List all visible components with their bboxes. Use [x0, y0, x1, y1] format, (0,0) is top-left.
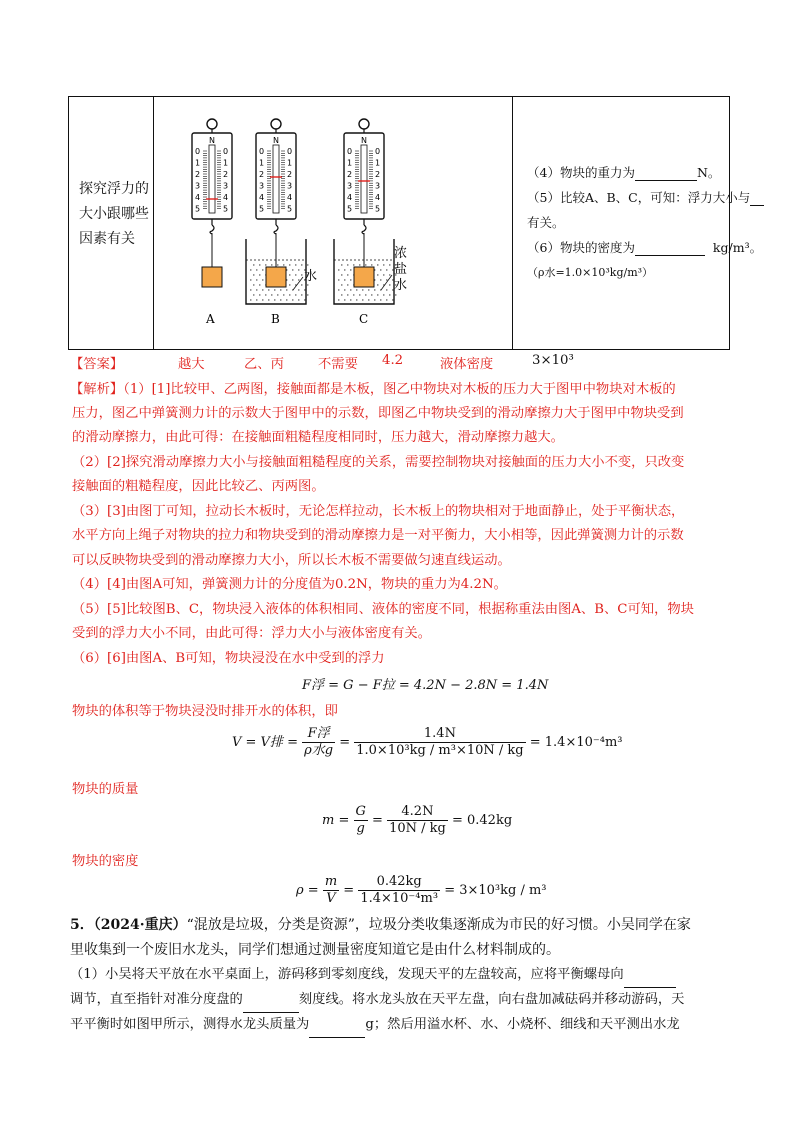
answer-6: 3×10³: [532, 353, 574, 368]
analysis-line-4: （2）[2]探究滑动摩擦力大小与接触面粗糙程度的关系，需要控制物块对接触面的压力大小不变，只改变: [72, 455, 685, 470]
question-4: （4）物块的重力为 N。: [527, 165, 721, 180]
problem5-line-3: （1）小吴将天平放在水平桌面上，游码移到零刻度线，发现天平的左盘较高，应将平衡螺母向: [70, 963, 676, 988]
analysis-line-9: （4）[4]由图A可知，弹簧测力计的分度值为0.2N，物块的重力为4.2N。: [72, 577, 507, 592]
scale-digit-left: 0: [259, 147, 265, 156]
question-5b: 有关。: [527, 215, 565, 230]
scale-digit-right: 4: [375, 193, 381, 202]
figure-cell: [154, 97, 513, 349]
analysis-line-1: 【解析】（1）[1]比较甲、乙两图，接触面都是木板，图乙中物块对木板的压力大于图甲中物块对木板的: [70, 382, 676, 397]
answer-2: 乙、丙: [244, 357, 284, 372]
scale-ring: [271, 119, 281, 129]
analysis-line-8: 可以反映物块受到的滑动摩擦力大小，所以长木板不需要做匀速直线运动。: [72, 553, 511, 568]
scale-digit-left: 2: [259, 170, 265, 179]
scale-digit-left: 4: [195, 193, 201, 202]
question-cell: [513, 97, 763, 349]
formula-mass: m = $\frac{G}{g}$ = $\frac{4.2N}{10N / kg}$ = 0.42kg: [322, 804, 513, 836]
scale-digit-right: 4: [223, 193, 229, 202]
text-mass: 物块的质量: [72, 782, 139, 797]
scale-digit-right: 5: [375, 204, 381, 214]
analysis-line-12: （6）[6]由图A、B可知，物块浸没在水中受到的浮力: [72, 651, 385, 666]
scale-digit-left: 2: [347, 170, 353, 179]
scale-digit-right: 2: [287, 170, 293, 179]
scale-digit-right: 3: [375, 181, 381, 191]
analysis-line-5: 接触面的粗糙程度，因此比较乙、丙两图。: [72, 479, 325, 494]
experiment-table: [68, 96, 763, 350]
water-label: 水: [304, 269, 318, 284]
scale-digit-right: 1: [287, 158, 293, 168]
label-c: C: [359, 312, 369, 326]
scale-digit-left: 5: [259, 204, 265, 214]
formula-density: ρ = $\frac{m}{V}$ = $\frac{0.42kg}{\text{1.4×10⁻⁴m³}}$ = 3×10³kg / m³: [296, 874, 547, 906]
formula-volume: V = V排 = $\frac{\text{F浮}}{\text{ρ水g}}$ = $\frac{1.4N}{\text{1.0×10³kg / m³×10N / kg}}$ = 1.4×10⁻⁴m³: [232, 726, 623, 758]
scale-digit-right: 1: [223, 158, 229, 168]
analysis-line-11: 受到的浮力大小不同，由此可得：浮力大小与液体密度有关。: [72, 626, 432, 641]
scale-digit-right: 5: [223, 204, 229, 214]
problem5-line-5: 平平衡时如图甲所示，测得水龙头质量为 g；然后用溢水杯、水、小烧杯、细线和天平测出水龙: [70, 1013, 680, 1038]
text-density: 物块的密度: [72, 854, 139, 869]
scale-unit: N: [273, 136, 279, 145]
scale-digit-left: 3: [347, 181, 353, 191]
question-6: （6）物块的密度为 kg/m³。: [527, 240, 763, 255]
spring-scale-figure: [154, 97, 511, 349]
analysis-line-7: 水平方向上绳子对物块的拉力和物块受到的滑动摩擦力是一对平衡力，大小相等，因此弹簧测力计的示数: [72, 528, 684, 543]
salt-label-1: 浓: [394, 246, 408, 261]
answer-tag: 【答案】: [70, 357, 124, 372]
answer-5: 液体密度: [440, 357, 494, 372]
analysis-line-10: （5）[5]比较图B、C，物块浸入液体的体积相同、液体的密度不同，根据称重法由图A、B、C可知，物块: [72, 602, 694, 617]
scale-digit-left: 0: [347, 147, 353, 156]
scale-ring: [359, 119, 369, 129]
scale-digit-left: 3: [195, 181, 201, 191]
scale-digit-right: 3: [223, 181, 229, 191]
answer-3: 不需要: [318, 357, 358, 372]
scale-digit-left: 5: [347, 204, 353, 214]
salt-label-2: 盐: [394, 262, 408, 277]
label-b: B: [271, 312, 280, 326]
scale-digit-right: 2: [223, 170, 229, 179]
question-5a: （5）比较A、B、C，可知：浮力大小与: [527, 188, 764, 206]
problem5-line-2: 里收集到一个废旧水龙头，同学们想通过测量密度知道它是由什么材料制成的。: [70, 942, 560, 958]
scale-ring: [207, 119, 217, 129]
answer-4: 4.2: [382, 353, 404, 368]
scale-digit-right: 4: [287, 193, 293, 202]
density-note: （ρ水=1.0×10³kg/m³）: [527, 266, 654, 279]
label-a: A: [206, 312, 215, 326]
scale-digit-left: 1: [347, 158, 353, 168]
scale-digit-left: 3: [259, 181, 265, 191]
answer-1: 越大: [178, 357, 205, 372]
scale-digit-left: 0: [195, 147, 201, 156]
analysis-line-2: 压力，图乙中弹簧测力计的示数大于图甲中的示数，即图乙中物块受到的滑动摩擦力大于图甲中物块受到: [72, 406, 684, 421]
scale-digit-right: 0: [375, 147, 381, 156]
scale-digit-right: 1: [375, 158, 381, 168]
problem5-line-4: 调节，直至指针对准分度盘的 刻度线。将水龙头放在天平左盘，向右盘加减砝码并移动游码，天: [70, 988, 684, 1013]
scale-unit: N: [361, 136, 367, 145]
formula-buoyancy: F浮 = G − F拉 = 4.2N − 2.8N = 1.4N: [302, 678, 549, 693]
scale-unit: N: [209, 136, 215, 145]
topic-text: 探究浮力的大小跟哪些因素有关: [79, 181, 149, 247]
scale-digit-right: 5: [287, 204, 293, 214]
text-volume: 物块的体积等于物块浸没时排开水的体积，即: [72, 704, 338, 719]
scale-digit-left: 1: [195, 158, 201, 168]
scale-digit-left: 1: [259, 158, 265, 168]
scale-digit-left: 4: [347, 193, 353, 202]
scale-digit-right: 0: [223, 147, 229, 156]
analysis-line-6: （3）[3]由图丁可知，拉动长木板时，无论怎样拉动，长木板上的物块相对于地面静止，处于平衡状态，: [72, 504, 685, 519]
scale-digit-right: 0: [287, 147, 293, 156]
scale-digit-right: 3: [287, 181, 293, 191]
analysis-line-3: 的滑动摩擦力，由此可得：在接触面粗糙程度相同时，压力越大，滑动摩擦力越大。: [72, 430, 564, 445]
scale-digit-right: 2: [375, 170, 381, 179]
topic-cell: [69, 97, 154, 349]
scale-digit-left: 5: [195, 204, 201, 214]
scale-digit-left: 2: [195, 170, 201, 179]
problem5-line-1: 5．（2024·重庆）“混放是垃圾，分类是资源”，垃圾分类收集逐渐成为市民的好习惯。小吴同学在家: [70, 917, 691, 933]
salt-label-3: 水: [394, 278, 408, 293]
scale-digit-left: 4: [259, 193, 265, 202]
